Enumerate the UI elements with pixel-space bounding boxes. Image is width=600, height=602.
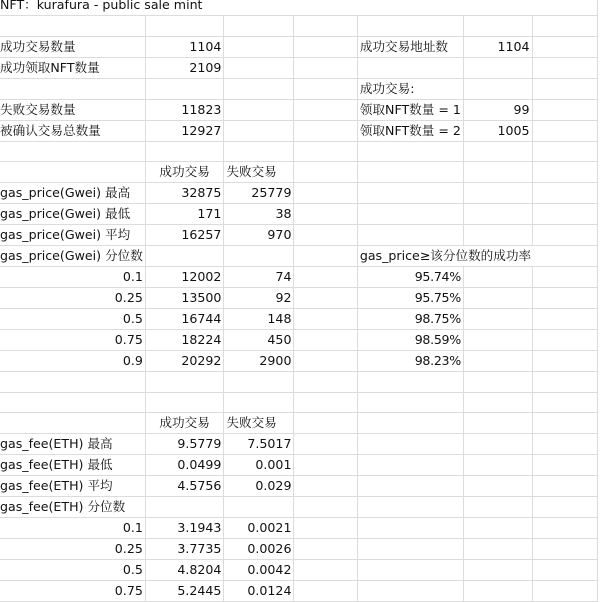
- cell[interactable]: 2109: [145, 57, 224, 78]
- cell[interactable]: 98.75%: [357, 309, 463, 330]
- sheet-row: [0, 434, 598, 455]
- cell[interactable]: [357, 225, 463, 246]
- cell[interactable]: [294, 309, 357, 330]
- cell[interactable]: gas_price(Gwei) 最高: [0, 183, 145, 204]
- cell[interactable]: [224, 497, 294, 518]
- cell[interactable]: [145, 372, 224, 393]
- cell[interactable]: gas_price(Gwei) 最低: [0, 204, 145, 225]
- cell[interactable]: 成功交易: [145, 162, 224, 183]
- cell[interactable]: gas_fee(ETH) 最低: [0, 455, 145, 476]
- cell[interactable]: 0.0021: [224, 518, 294, 539]
- cell[interactable]: 9.5779: [145, 434, 224, 455]
- cell[interactable]: 领取NFT数量 = 2: [357, 120, 463, 141]
- cell[interactable]: [463, 372, 532, 393]
- cell[interactable]: [463, 476, 532, 497]
- sheet-row: [0, 581, 598, 602]
- cell[interactable]: 0.1: [0, 518, 145, 539]
- cell[interactable]: [145, 246, 224, 267]
- cell[interactable]: [532, 476, 597, 497]
- cell[interactable]: 失败交易: [224, 162, 294, 183]
- cell[interactable]: 成功交易数量: [0, 36, 145, 57]
- cell[interactable]: [294, 78, 357, 99]
- cell[interactable]: [145, 78, 224, 99]
- cell[interactable]: [463, 267, 532, 288]
- cell[interactable]: [532, 351, 597, 372]
- cell[interactable]: [357, 581, 463, 602]
- cell[interactable]: [0, 16, 145, 37]
- cell[interactable]: [357, 518, 463, 539]
- sheet-row: [0, 36, 598, 57]
- cell[interactable]: 970: [224, 225, 294, 246]
- cell[interactable]: [357, 455, 463, 476]
- cell[interactable]: [463, 413, 532, 434]
- cell[interactable]: [532, 57, 597, 78]
- cell[interactable]: 失败交易: [224, 413, 294, 434]
- cell[interactable]: 20292: [145, 351, 224, 372]
- cell[interactable]: 13500: [145, 288, 224, 309]
- cell[interactable]: [294, 36, 357, 57]
- cell[interactable]: [463, 455, 532, 476]
- cell[interactable]: [532, 36, 597, 57]
- cell[interactable]: [224, 120, 294, 141]
- cell[interactable]: [532, 204, 597, 225]
- cell[interactable]: [357, 497, 463, 518]
- cell[interactable]: [357, 560, 463, 581]
- sheet-row: [0, 518, 598, 539]
- sheet-row: [0, 288, 598, 309]
- cell[interactable]: 0.0124: [224, 581, 294, 602]
- cell[interactable]: 0.0026: [224, 539, 294, 560]
- cell[interactable]: [224, 16, 294, 37]
- cell[interactable]: [532, 141, 597, 162]
- sheet-row: [0, 120, 598, 141]
- cell[interactable]: 0.1: [0, 267, 145, 288]
- cell[interactable]: [224, 392, 294, 413]
- cell[interactable]: [294, 141, 357, 162]
- cell[interactable]: [463, 581, 532, 602]
- cell[interactable]: gas_fee(ETH) 最高: [0, 434, 145, 455]
- cell[interactable]: [357, 204, 463, 225]
- cell[interactable]: 148: [224, 309, 294, 330]
- cell[interactable]: 成功领取NFT数量: [0, 57, 145, 78]
- sheet-row: [0, 476, 598, 497]
- cell[interactable]: [294, 518, 357, 539]
- cell[interactable]: [294, 560, 357, 581]
- cell[interactable]: [294, 183, 357, 204]
- cell[interactable]: 95.74%: [357, 267, 463, 288]
- cell[interactable]: [463, 78, 532, 99]
- cell[interactable]: [463, 330, 532, 351]
- cell[interactable]: [532, 330, 597, 351]
- cell[interactable]: [145, 392, 224, 413]
- cell[interactable]: [463, 141, 532, 162]
- cell[interactable]: 4.8204: [145, 560, 224, 581]
- sheet-row: [0, 225, 598, 246]
- sheet-row: [0, 309, 598, 330]
- sheet-row: [0, 183, 598, 204]
- cell[interactable]: [532, 78, 597, 99]
- cell[interactable]: [532, 288, 597, 309]
- cell[interactable]: 1005: [463, 120, 532, 141]
- cell[interactable]: 32875: [145, 183, 224, 204]
- cell[interactable]: [294, 434, 357, 455]
- cell[interactable]: [532, 434, 597, 455]
- cell[interactable]: [294, 392, 357, 413]
- cell[interactable]: 12927: [145, 120, 224, 141]
- cell[interactable]: 0.0042: [224, 560, 294, 581]
- cell[interactable]: [294, 204, 357, 225]
- cell[interactable]: 92: [224, 288, 294, 309]
- sheet-row: [0, 413, 598, 434]
- sheet-row: [0, 560, 598, 581]
- cell[interactable]: [294, 476, 357, 497]
- cell[interactable]: [463, 162, 532, 183]
- cell[interactable]: [463, 309, 532, 330]
- cell[interactable]: [357, 539, 463, 560]
- cell[interactable]: 0.9: [0, 351, 145, 372]
- cell[interactable]: 0.75: [0, 330, 145, 351]
- cell[interactable]: gas_price≥该分位数的成功率: [357, 246, 597, 267]
- cell[interactable]: [0, 162, 145, 183]
- cell[interactable]: [532, 581, 597, 602]
- cell[interactable]: 3.7735: [145, 539, 224, 560]
- cell[interactable]: NFT：kurafura - public sale mint: [0, 0, 598, 16]
- cell[interactable]: 0.5: [0, 560, 145, 581]
- sheet-row: [0, 539, 598, 560]
- cell[interactable]: [0, 392, 145, 413]
- sheet-row: [0, 0, 598, 16]
- cell[interactable]: 12002: [145, 267, 224, 288]
- cell[interactable]: 0.25: [0, 288, 145, 309]
- cell[interactable]: [224, 36, 294, 57]
- cell[interactable]: [357, 16, 463, 37]
- cell[interactable]: [294, 120, 357, 141]
- cell[interactable]: [463, 183, 532, 204]
- cell[interactable]: [532, 309, 597, 330]
- cell[interactable]: [532, 497, 597, 518]
- sheet-row: [0, 246, 598, 267]
- sheet-row: [0, 351, 598, 372]
- sheet-row: [0, 330, 598, 351]
- cell[interactable]: 98.59%: [357, 330, 463, 351]
- cell[interactable]: [532, 560, 597, 581]
- cell[interactable]: [0, 78, 145, 99]
- sheet-row: [0, 162, 598, 183]
- cell[interactable]: [224, 99, 294, 120]
- cell[interactable]: [532, 99, 597, 120]
- cell[interactable]: gas_fee(ETH) 平均: [0, 476, 145, 497]
- cell[interactable]: [0, 413, 145, 434]
- cell[interactable]: 16257: [145, 225, 224, 246]
- cell[interactable]: [463, 518, 532, 539]
- cell[interactable]: 2900: [224, 351, 294, 372]
- cell[interactable]: [224, 141, 294, 162]
- cell[interactable]: 18224: [145, 330, 224, 351]
- cell[interactable]: [294, 497, 357, 518]
- cell[interactable]: 0.029: [224, 476, 294, 497]
- cell[interactable]: [463, 434, 532, 455]
- cell[interactable]: 成功交易地址数: [357, 36, 463, 57]
- cell[interactable]: [532, 183, 597, 204]
- cell[interactable]: [532, 120, 597, 141]
- sheet-row: [0, 267, 598, 288]
- cell[interactable]: [294, 413, 357, 434]
- cell[interactable]: [532, 455, 597, 476]
- cell[interactable]: 171: [145, 204, 224, 225]
- cell[interactable]: 1104: [463, 36, 532, 57]
- cell[interactable]: 0.75: [0, 581, 145, 602]
- cell[interactable]: [294, 225, 357, 246]
- cell[interactable]: [294, 162, 357, 183]
- cell[interactable]: [294, 330, 357, 351]
- cell[interactable]: [0, 141, 145, 162]
- cell[interactable]: [532, 225, 597, 246]
- cell[interactable]: 38: [224, 204, 294, 225]
- cell[interactable]: [145, 141, 224, 162]
- cell[interactable]: [294, 455, 357, 476]
- cell[interactable]: [357, 434, 463, 455]
- sheet-row: [0, 141, 598, 162]
- cell[interactable]: [357, 476, 463, 497]
- cell[interactable]: [357, 413, 463, 434]
- cell[interactable]: 4.5756: [145, 476, 224, 497]
- cell[interactable]: [463, 288, 532, 309]
- cell[interactable]: [463, 204, 532, 225]
- cell[interactable]: [294, 581, 357, 602]
- cell[interactable]: [463, 539, 532, 560]
- cell[interactable]: [294, 267, 357, 288]
- cell[interactable]: [463, 16, 532, 37]
- cell[interactable]: [294, 99, 357, 120]
- cell[interactable]: [294, 539, 357, 560]
- cell[interactable]: [532, 267, 597, 288]
- cell[interactable]: 98.23%: [357, 351, 463, 372]
- cell[interactable]: gas_price(Gwei) 平均: [0, 225, 145, 246]
- cell[interactable]: [357, 141, 463, 162]
- cell[interactable]: [294, 288, 357, 309]
- cell[interactable]: [294, 246, 357, 267]
- sheet-row: [0, 16, 598, 37]
- sheet-row: [0, 78, 598, 99]
- sheet-row: [0, 204, 598, 225]
- cell[interactable]: [463, 560, 532, 581]
- cell[interactable]: 0.0499: [145, 455, 224, 476]
- cell[interactable]: 11823: [145, 99, 224, 120]
- cell[interactable]: [0, 372, 145, 393]
- cell[interactable]: [532, 392, 597, 413]
- cell[interactable]: 成功交易: [145, 413, 224, 434]
- cell[interactable]: [145, 497, 224, 518]
- cell[interactable]: 领取NFT数量 = 1: [357, 99, 463, 120]
- cell[interactable]: [532, 372, 597, 393]
- cell[interactable]: 3.1943: [145, 518, 224, 539]
- cell[interactable]: 1104: [145, 36, 224, 57]
- cell[interactable]: [357, 57, 463, 78]
- cell[interactable]: [463, 351, 532, 372]
- cell[interactable]: [532, 16, 597, 37]
- cell[interactable]: [224, 78, 294, 99]
- cell[interactable]: [463, 392, 532, 413]
- sheet-row: [0, 497, 598, 518]
- cell[interactable]: 0.25: [0, 539, 145, 560]
- cell[interactable]: 7.5017: [224, 434, 294, 455]
- cell[interactable]: [294, 351, 357, 372]
- cell[interactable]: [357, 372, 463, 393]
- cell[interactable]: [294, 57, 357, 78]
- cell[interactable]: 25779: [224, 183, 294, 204]
- cell[interactable]: 16744: [145, 309, 224, 330]
- cell[interactable]: 74: [224, 267, 294, 288]
- cell[interactable]: gas_fee(ETH) 分位数: [0, 497, 145, 518]
- cell[interactable]: [294, 16, 357, 37]
- sheet-row: [0, 392, 598, 413]
- cell[interactable]: [294, 372, 357, 393]
- cell[interactable]: [532, 162, 597, 183]
- cell[interactable]: 95.75%: [357, 288, 463, 309]
- sheet-row: [0, 372, 598, 393]
- sheet-row: [0, 99, 598, 120]
- cell[interactable]: 失败交易数量: [0, 99, 145, 120]
- cell[interactable]: [463, 497, 532, 518]
- cell[interactable]: 450: [224, 330, 294, 351]
- cell[interactable]: [145, 16, 224, 37]
- sheet-row: [0, 455, 598, 476]
- cell[interactable]: [532, 539, 597, 560]
- cell[interactable]: [224, 57, 294, 78]
- cell[interactable]: [224, 246, 294, 267]
- cell[interactable]: 被确认交易总数量: [0, 120, 145, 141]
- cell[interactable]: 99: [463, 99, 532, 120]
- cell[interactable]: [357, 183, 463, 204]
- cell[interactable]: [357, 392, 463, 413]
- cell[interactable]: [532, 518, 597, 539]
- cell[interactable]: 0.5: [0, 309, 145, 330]
- cell[interactable]: 成功交易:: [357, 78, 463, 99]
- cell[interactable]: [357, 162, 463, 183]
- cell[interactable]: 0.001: [224, 455, 294, 476]
- cell[interactable]: [532, 413, 597, 434]
- cell[interactable]: [463, 57, 532, 78]
- sheet-row: [0, 57, 598, 78]
- cell[interactable]: [463, 225, 532, 246]
- cell[interactable]: gas_price(Gwei) 分位数: [0, 246, 145, 267]
- cell[interactable]: [224, 372, 294, 393]
- cell[interactable]: 5.2445: [145, 581, 224, 602]
